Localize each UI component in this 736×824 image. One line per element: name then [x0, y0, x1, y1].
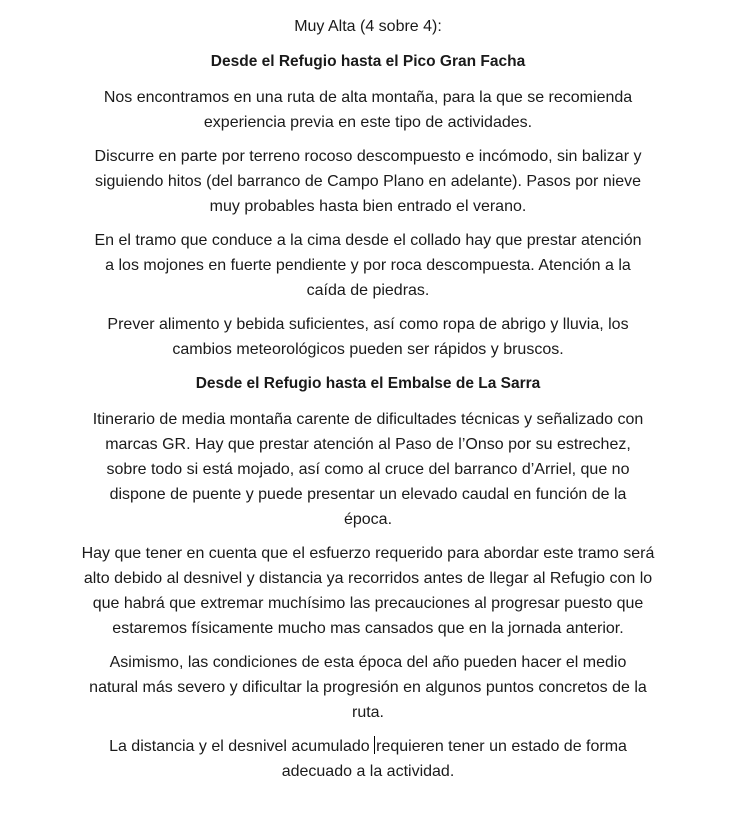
paragraph: Prever alimento y bebida suficientes, así como ropa de abrigo y lluvia, los cambios meteorológicos pueden ser rápidos y bruscos. [107, 316, 629, 358]
text-cursor [374, 736, 375, 754]
paragraph: Discurre en parte por terreno rocoso descompuesto e incómodo, sin balizar y siguiendo hitos (del barranco de Campo Plano en adelante). Pasos por nieve muy probables hasta bien entrado el verano. [94, 148, 642, 215]
paragraph-text-start: La distancia y el desnivel acumulado [109, 738, 375, 755]
section-heading-embalse-la-sarra: Desde el Refugio hasta el Embalse de La Sarra [195, 375, 541, 392]
paragraph: Nos encontramos en una ruta de alta montaña, para la que se recomienda experiencia previa en este tipo de actividades. [103, 89, 633, 131]
paragraph: Asimismo, las condiciones de esta época del año pueden hacer el medio natural más severo y dificultar la progresión en algunos puntos concretos de la ruta. [89, 654, 647, 721]
paragraph: Itinerario de media montaña carente de dificultades técnicas y señalizado con marcas GR. Hay que prestar atención al Paso de l’Onso por su estrechez, sobre todo si está mojado, así como al cruce del barranco d’Arriel, que no dispone de puente y puede presentar un elevado caudal en función de la época. [92, 411, 644, 528]
document-page[interactable] [78, 14, 658, 793]
section-heading-pico-gran-facha: Desde el Refugio hasta el Pico Gran Facha [210, 53, 526, 70]
paragraph: En el tramo que conduce a la cima desde el collado hay que prestar atención a los mojones en fuerte pendiente y por roca descompuesta. Atención a la caída de piedras. [94, 232, 642, 299]
difficulty-intro: Muy Alta (4 sobre 4): [294, 18, 442, 35]
paragraph-with-cursor [78, 734, 658, 784]
paragraph: Hay que tener en cuenta que el esfuerzo requerido para abordar este tramo será alto debido al desnivel y distancia ya recorridos antes de llegar al Refugio con lo que habrá que extremar muchísimo las precauciones al progresar puesto que estaremos físicamente mucho mas cansados que en la jornada anterior. [81, 545, 655, 637]
paragraph-text-end: requieren tener un estado de forma adecuado a la actividad. [281, 738, 627, 780]
